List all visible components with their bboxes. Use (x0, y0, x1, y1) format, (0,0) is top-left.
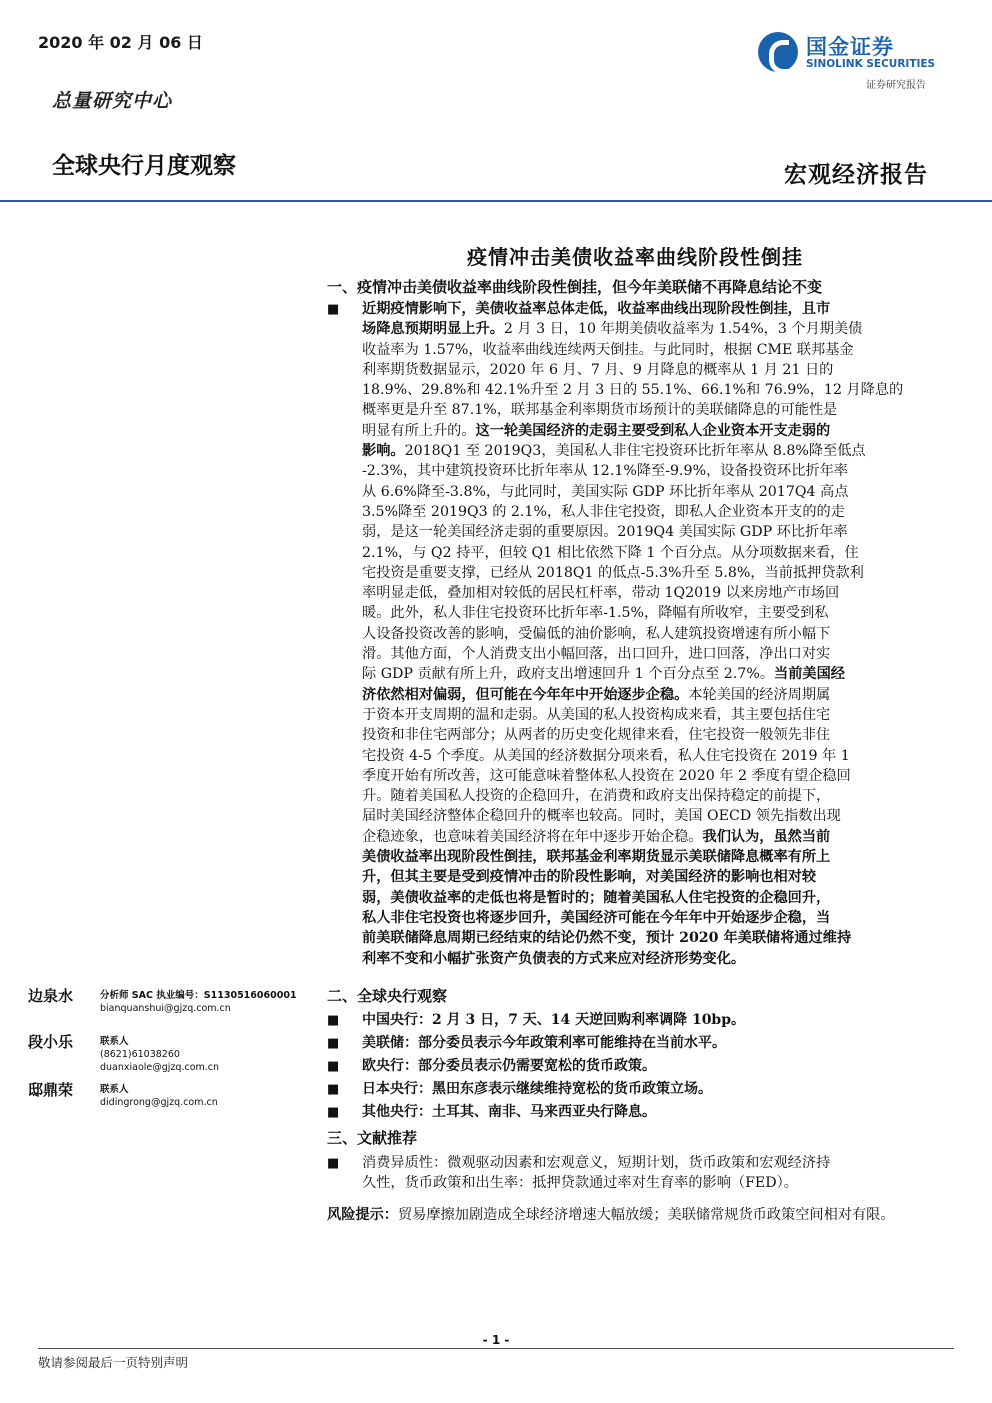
section-3-heading: 三、文献推荐 (327, 1129, 418, 1147)
risk-text: 贸易摩擦加剧造成全球经济增速大幅放缓；美联储常规货币政策空间相对有限。 (397, 1207, 895, 1223)
page-number: - 1 - (482, 1333, 510, 1347)
paragraph-line (362, 725, 944, 745)
paragraph-line (362, 867, 944, 887)
text-run: 升。随着美国私人投资的企稳回升，在消费和政府支出保持稳定的前提下， (362, 788, 831, 805)
section-1-paragraph (362, 299, 944, 969)
text-run: 2.1%，与 Q2 持平，但较 Q1 相比依然下降 1 个百分点。从分项数据来看，住 (362, 544, 859, 561)
central-bank-item (327, 1055, 656, 1075)
paragraph-line (362, 644, 944, 664)
report-title: 疫情冲击美债收益率曲线阶段性倒挂 (467, 245, 803, 269)
paragraph-line (362, 827, 944, 847)
text-run: 近期疫情影响下，美债收益率总体走低，收益率曲线出现阶段性倒挂，且市 (362, 301, 831, 317)
text-run: 影响。 (362, 443, 405, 460)
paragraph-line (362, 746, 944, 766)
section-1-bullet: ■ (327, 302, 340, 317)
analyst-name: 邸鼎荣 (28, 1081, 74, 1099)
paragraph-line (362, 786, 944, 806)
text-run: 美债收益率出现阶段性倒挂，联邦基金利率期货显示美联储降息概率有所上 (362, 849, 831, 866)
bullet-marker: ■ (327, 1013, 340, 1028)
text-run: 18.9%、29.8%和 42.1%升至 2 月 3 日的 55.1%、66.1%和 76.9%，12 月降息的 (362, 382, 904, 399)
central-bank-item (327, 1078, 712, 1098)
bullet-marker: ■ (327, 1059, 340, 1074)
text-run: 从 6.6%降至-3.8%，与此同时，美国实际 GDP 环比折年率从 2017Q4 高点 (362, 483, 849, 500)
paragraph-line (362, 928, 944, 948)
section-3-paragraph (362, 1153, 944, 1194)
analyst-role: 分析师 SAC 执业编号：S1130516060001 (100, 990, 297, 1001)
report-date: 2020 年 02 月 06 日 (38, 33, 203, 52)
text-run: 率明显走低，叠加相对较低的居民杠杆率，带动 1Q2019 以来房地产市场回 (362, 585, 840, 602)
analyst-role: 联系人 (100, 1084, 129, 1095)
paragraph-line (362, 624, 944, 644)
text-run: 升，但其主要是受到疫情冲击的阶段性影响，对美国经济的影响也相对较 (362, 869, 817, 886)
series-title: 全球央行月度观察 (52, 153, 236, 179)
section-1-heading: 一、疫情冲击美债收益率曲线阶段性倒挂，但今年美联储不再降息结论不变 (327, 278, 823, 296)
bullet-marker: ■ (327, 1082, 340, 1097)
bullet-marker: ■ (327, 1036, 340, 1051)
logo-name-en: SINOLINK SECURITIES (806, 58, 936, 70)
central-bank-item (327, 1009, 745, 1029)
paragraph-line (362, 603, 944, 623)
central-bank-item-text: 美联储：部分委员表示今年政策利率可能维持在当前水平。 (362, 1035, 726, 1051)
text-run: 滑。其他方面，个人消费支出小幅回落，出口回升，进口回落，净出口对实 (362, 646, 831, 663)
risk-label: 风险提示： (327, 1207, 398, 1223)
text-run: 弱，美债收益率的走低也将是暂时的；随着美国私人住宅投资的企稳回升， (362, 889, 831, 906)
text-run: 私人非住宅投资也将逐步回升，美国经济可能在今年年中开始逐步企稳，当 (362, 909, 831, 926)
text-run: 我们认为，虽然当前 (702, 828, 831, 845)
analyst-contact (100, 1083, 218, 1109)
text-run: 本轮美国的经济周期属 (688, 686, 831, 703)
text-run: 前美联储降息周期已经结束的结论仍然不变，预计 2020 年美联储将通过维持 (362, 930, 852, 947)
analyst-role: 联系人 (100, 1036, 129, 1047)
text-run: 概率更是升至 87.1%，联邦基金利率期货市场预计的美联储降息的可能性是 (362, 402, 838, 419)
text-run: 企稳迹象，也意味着美国经济将在年中逐步开始企稳。 (362, 828, 703, 845)
footer-disclaimer: 敬请参阅最后一页特别声明 (38, 1355, 189, 1370)
text-run: 际 GDP 贡献有所上升，政府支出增速回升 1 个百分点至 2.7%。 (362, 666, 775, 683)
text-run: 济依然相对偏弱，但可能在今年年中开始逐步企稳。 (362, 686, 689, 703)
paragraph-line (362, 766, 944, 786)
analyst-contact-line: (8621)61038260 (100, 1049, 180, 1060)
section-3-line: 久性，货币政策和出生率：抵押贷款通过率对生育率的影响（FED）。 (362, 1175, 798, 1192)
header-divider (0, 200, 992, 202)
text-run: 场降息预期明显上升。 (362, 321, 504, 338)
central-bank-item-text: 日本央行：黑田东彦表示继续维持宽松的货币政策立场。 (362, 1081, 712, 1097)
paragraph-line (362, 563, 944, 583)
paragraph-line (362, 908, 944, 928)
paragraph-line (362, 664, 944, 684)
paragraph-line (362, 705, 944, 725)
text-run: 收益率为 1.57%，收益率曲线连续两天倒挂。与此同时，根据 CME 联邦基金 (362, 341, 854, 358)
text-run: 人设备投资改善的影响，受偏低的油价影响，私人建筑投资增速有所小幅下 (362, 625, 831, 642)
paragraph-line (362, 685, 944, 705)
paragraph-line (362, 441, 944, 461)
analyst-contact (100, 989, 297, 1015)
text-run: 投资和非住宅两部分；从两者的历史变化规律来看，住宅投资一般领先非住 (362, 727, 831, 744)
analyst-contact (100, 1035, 219, 1074)
section-3-line: 消费异质性：微观驱动因素和宏观意义，短期计划，货币政策和宏观经济持 (362, 1155, 831, 1171)
footer-divider (38, 1348, 954, 1349)
report-type: 宏观经济报告 (784, 161, 928, 188)
risk-warning (327, 1204, 944, 1226)
text-run: 2018Q1 至 2019Q3，美国私人非住宅投资环比折年率从 8.8%降至低点 (404, 443, 866, 460)
text-run: 利率不变和小幅扩张资产负债表的方式来应对经济形势变化。 (362, 950, 746, 967)
paragraph-line (362, 380, 944, 400)
paragraph-line (362, 340, 944, 360)
paragraph-line (362, 421, 944, 441)
paragraph-line (362, 400, 944, 420)
paragraph-line (362, 888, 944, 908)
text-run: 暖。此外，私人非住宅投资环比折年率-1.5%，降幅有所收窄，主要受到私 (362, 605, 829, 622)
bullet-marker: ■ (327, 1105, 340, 1120)
paragraph-line (362, 461, 944, 481)
paragraph-line (362, 319, 944, 339)
paragraph-line (362, 806, 944, 826)
paragraph-line (362, 543, 944, 563)
central-bank-item-text: 中国央行：2 月 3 日，7 天、14 天逆回购利率调降 10bp。 (362, 1012, 746, 1028)
paragraph-line (362, 502, 944, 522)
analyst-contact-line: didingrong@gjzq.com.cn (100, 1097, 218, 1108)
text-run: 宅投资是重要支撑，已经从 2018Q1 的低点-5.3%升至 5.8%，当前抵押贷款利 (362, 564, 864, 581)
analyst-contact-line: duanxiaole@gjzq.com.cn (100, 1062, 220, 1073)
section-2-heading: 二、全球央行观察 (327, 987, 448, 1005)
central-bank-item-text: 其他央行：土耳其、南非、马来西亚央行降息。 (362, 1104, 656, 1120)
analyst-name: 边泉水 (28, 987, 74, 1005)
text-run: 于资本开支周期的温和走弱。从美国的私人投资构成来看，其主要包括住宅 (362, 706, 831, 723)
central-bank-item (327, 1032, 726, 1052)
paragraph-line (362, 522, 944, 542)
section-3-bullet: ■ (327, 1156, 340, 1171)
text-run: -2.3%，其中建筑投资环比折年率从 12.1%降至-9.9%，设备投资环比折年率 (362, 463, 848, 480)
text-run: 3.5%降至 2019Q3 的 2.1%，私人非住宅投资，即私人企业资本开支的的走 (362, 503, 845, 520)
paragraph-line (362, 583, 944, 603)
text-run: 届时美国经济整体企稳回升的概率也较高。同时，美国 OECD 领先指数出现 (362, 808, 841, 825)
text-run: 这一轮美国经济的走弱主要受到私人企业资本开支走弱的 (475, 422, 831, 439)
text-run: 季度开始有所改善，这可能意味着整体私人投资在 2020 年 2 季度有望企稳回 (362, 767, 851, 784)
text-run: 明显有所上升的。 (362, 422, 476, 439)
text-run: 当前美国经 (774, 666, 845, 683)
company-logo (758, 30, 948, 90)
department-name: 总量研究中心 (52, 90, 173, 112)
paragraph-line (362, 949, 944, 969)
text-run: 弱，是这一轮美国经济走弱的重要原因。2019Q4 美国实际 GDP 环比折年率 (362, 524, 848, 541)
central-bank-item (327, 1101, 656, 1121)
logo-mark-icon (758, 32, 798, 72)
analyst-name: 段小乐 (28, 1033, 74, 1051)
text-run: 利率期货数据显示，2020 年 6 月、7 月、9 月降息的概率从 1 月 21 日的 (362, 361, 834, 378)
paragraph-line (362, 482, 944, 502)
logo-subtitle: 证券研究报告 (866, 80, 926, 91)
logo-name-cn: 国金证券 (806, 35, 894, 59)
text-run: 2 月 3 日，10 年期美债收益率为 1.54%，3 个月期美债 (503, 321, 863, 338)
paragraph-line (362, 299, 944, 319)
analyst-contact-line: bianquanshui@gjzq.com.cn (100, 1003, 231, 1014)
paragraph-line (362, 360, 944, 380)
paragraph-line (362, 847, 944, 867)
text-run: 宅投资 4-5 个季度。从美国的经济数据分项来看，私人住宅投资在 2019 年 1 (362, 747, 850, 764)
central-bank-item-text: 欧央行：部分委员表示仍需要宽松的货币政策。 (362, 1058, 656, 1074)
